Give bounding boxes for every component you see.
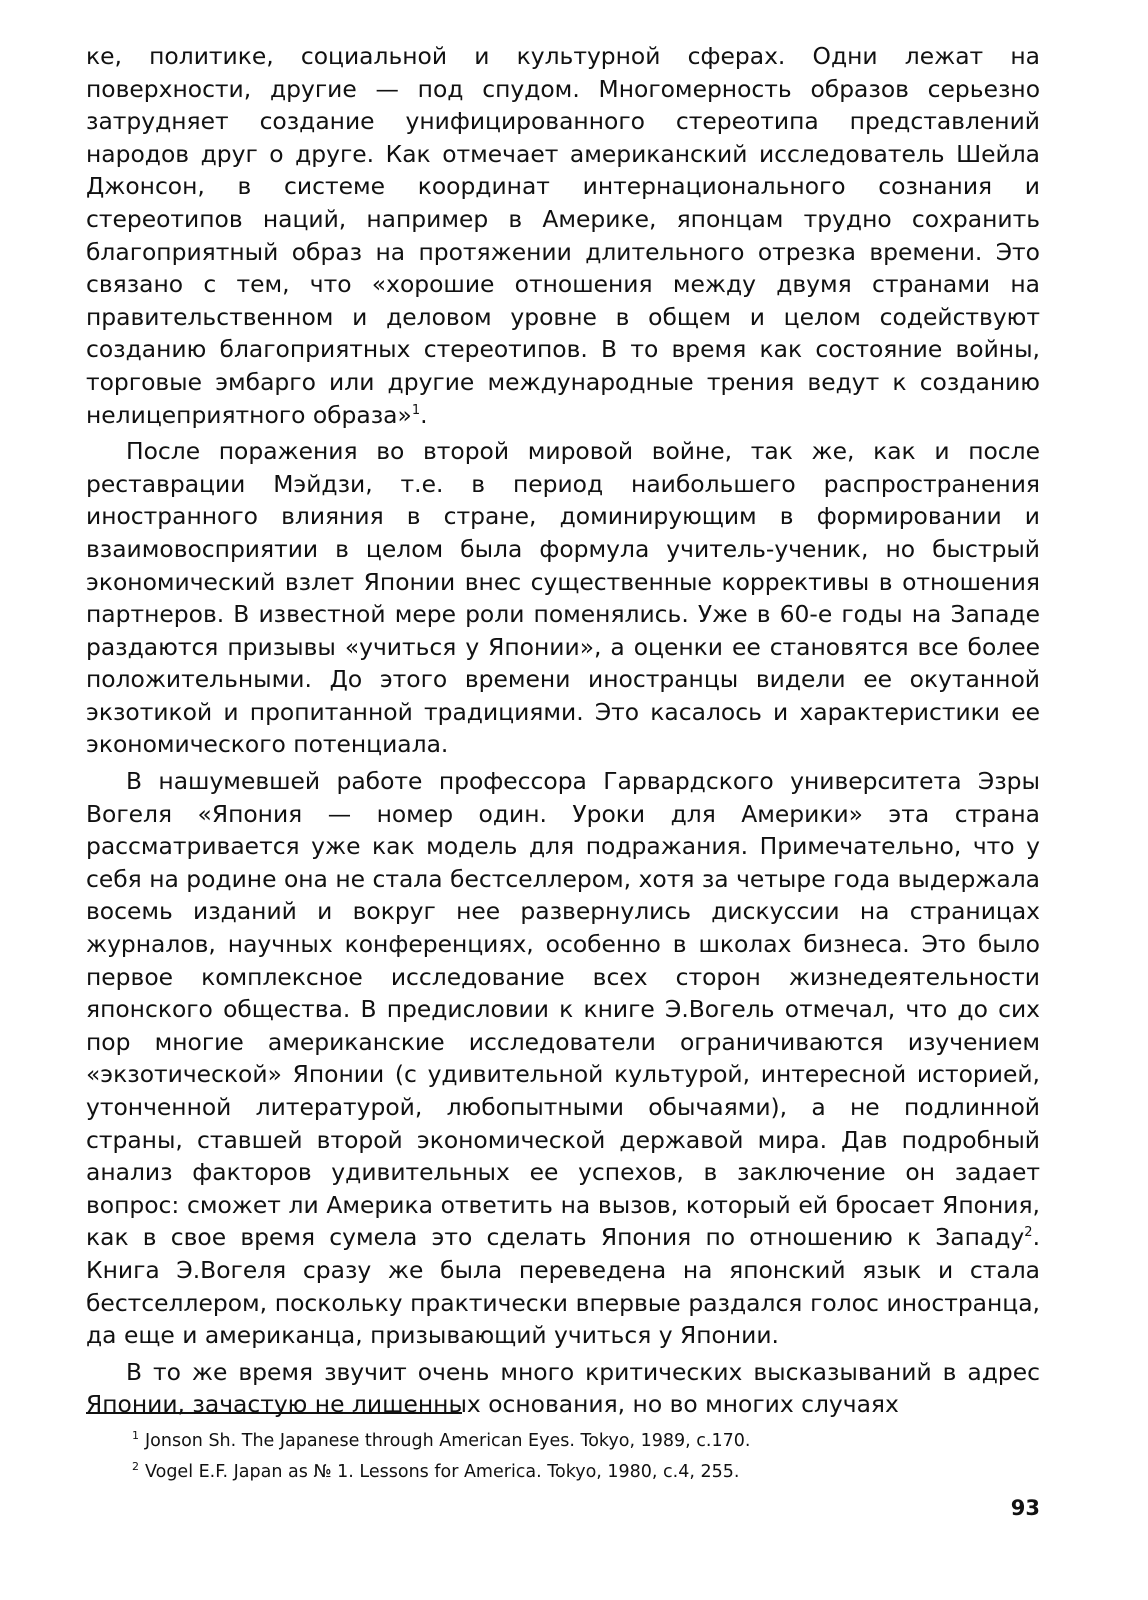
footnote-1-text: Jonson Sh. The Japanese through American Eyes. Tokyo, 1989, c.170. (145, 1431, 751, 1451)
footnote-1 (132, 1426, 1032, 1457)
main-text (86, 40, 1040, 1421)
footnote-ref-1: 1 (411, 402, 421, 418)
footnote-ref-2: 2 (1024, 1225, 1033, 1241)
paragraph-1-end: . (420, 400, 428, 429)
paragraph-4: В то же время звучит очень много критических высказываний в адрес Японии, зачастую не лишенных основания, но во многих случаях (86, 1357, 1040, 1419)
paragraph-1 (86, 40, 1040, 431)
page-body (86, 40, 1040, 1421)
footnote-2-text: Vogel E.F. Japan as № 1. Lessons for America. Tokyo, 1980, c.4, 255. (145, 1462, 740, 1482)
paragraph-1-text: ке, политике, социальной и культурной сферах. Одни лежат на поверхности, другие — под спудом. Многомерность образов серьезно затрудняет создание унифицированного стереотипа представлений народов друг о друге. Как отмечает американский исследователь Шейла Джонсон, в системе координат интернационального сознания и стереотипов наций, например в Америке, японцам трудно сохранить благоприятный образ на протяжении длительного отрезка времени. Это связано с тем, что «хорошие отношения между двумя странами на правительственном и деловом уровне в общем и целом содействуют созданию благоприятных стереотипов. В то время как состояние войны, торговые эмбарго или другие международные трения ведут к созданию нелицеприятного образа» (86, 42, 1040, 429)
paragraph-3-text: В нашумевшей работе профессора Гарвардского университета Эзры Вогеля «Япония — номер один. Уроки для Америки» эта страна рассматривается уже как модель для подражания. Примечательно, что у себя на родине она не стала бестселлером, хотя за четыре года выдержала восемь изданий и вокруг нее развернулись дискуссии на страницах журналов, научных конференциях, особенно в школах бизнеса. Это было первое комплексное исследование всех сторон жизнедеятельности японского общества. В предисловии к книге Э.Вогель отмечал, что до сих пор многие американские исследователи ограничиваются изучением «экзотической» Японии (с удивительной культурой, интересной историей, утонченной литературой, любопытными обычаями), а не подлинной страны, ставшей второй экономической державой мира. Дав подробный анализ факторов удивительных ее успехов, в заключение он задает вопрос: сможет ли Америка ответить на вызов, который ей бросает Япония, как в свое время сумела это сделать Япония по отношению к Западу (86, 767, 1040, 1252)
footnote-divider (86, 1412, 462, 1414)
paragraph-3 (86, 765, 1040, 1352)
footnotes (132, 1426, 1032, 1488)
footnote-2 (132, 1457, 1032, 1488)
page-number: 93 (1010, 1496, 1040, 1520)
paragraph-2: После поражения во второй мировой войне, так же, как и после реставрации Мэйдзи, т.е. в период наибольшего распространения иностранного влияния в стране, доминирующим в формировании и взаимовосприятии в целом была формула учитель-ученик, но быстрый экономический взлет Японии внес существенные коррективы в отношения партнеров. В известной мере роли поменялись. Уже в 60-е годы на Западе раздаются призывы «учиться у Японии», а оценки ее становятся все более положительными. До этого времени иностранцы видели ее окутанной экзотикой и пропитанной традициями. Это касалось и характеристики ее экономического потенциала. (86, 437, 1040, 759)
footnote-1-number: 1 (132, 1429, 139, 1443)
footnote-2-number: 2 (132, 1460, 139, 1474)
paragraph-3-rest: . Книга Э.Вогеля сразу же была переведена на японский язык и стала бестселлером, поскольку практически впервые раздался голос иностранца, да еще и американца, призывающий учиться у Японии. (86, 1223, 1040, 1350)
